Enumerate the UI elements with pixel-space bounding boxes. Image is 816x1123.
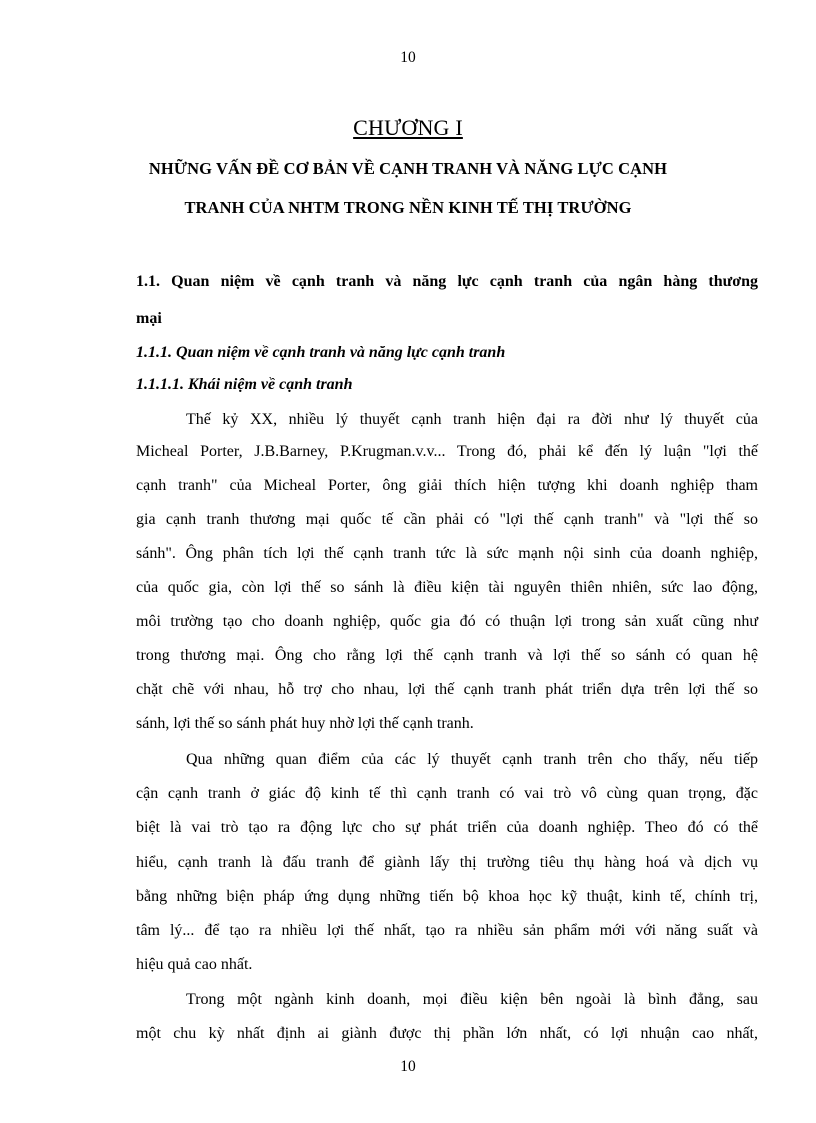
subsection-heading: 1.1.1. Quan niệm về cạnh tranh và năng lực cạnh tranh [136, 344, 506, 361]
section-heading-line-1: 1.1. Quan niệm về cạnh tranh và năng lực cạnh tranh của ngân hàng thương [136, 273, 758, 290]
paragraph-2-line: bằng những biện pháp ứng dụng những tiến bộ khoa học kỹ thuật, kinh tế, chính trị, [136, 888, 758, 905]
paragraph-1-line: Micheal Porter, J.B.Barney, P.Krugman.v.v... Trong đó, phải kể đến lý luận "lợi thế [136, 443, 758, 460]
section-heading-line-2: mại [136, 310, 162, 327]
chapter-title: CHƯƠNG I [353, 115, 463, 140]
paragraph-2-line: cận cạnh tranh ở giác độ kinh tế thì cạnh tranh có vai trò vô cùng quan trọng, đặc [136, 785, 758, 802]
paragraph-2-line: biệt là vai trò tạo ra động lực cho sự phát triển của doanh nghiệp. Theo đó có thể [136, 819, 758, 836]
paragraph-3-line: Trong một ngành kinh doanh, mọi điều kiện bên ngoài là bình đẳng, sau [186, 991, 758, 1008]
paragraph-2-line: Qua những quan điểm của các lý thuyết cạnh tranh trên cho thấy, nếu tiếp [186, 751, 758, 768]
paragraph-2-line: hiệu quả cao nhất. [136, 956, 253, 973]
paragraph-1-line: trong thương mại. Ông cho rằng lợi thế cạnh tranh và lợi thế so sánh có quan hệ [136, 647, 758, 664]
paragraph-1-line: Thế kỷ XX, nhiều lý thuyết cạnh tranh hiện đại ra đời như lý thuyết của [186, 411, 758, 428]
paragraph-1-line: cạnh tranh" của Micheal Porter, ông giải thích hiện tượng khi doanh nghiệp tham [136, 477, 758, 494]
paragraph-1-line: của quốc gia, còn lợi thế so sánh là điều kiện tài nguyên thiên nhiên, sức lao động, [136, 579, 758, 596]
paragraph-1-line: môi trường tạo cho doanh nghiệp, quốc gia đó có thuận lợi trong sản xuất cũng như [136, 613, 758, 630]
paragraph-2-line: hiểu, cạnh tranh là đấu tranh để giành lấy thị trường tiêu thụ hàng hoá và dịch vụ [136, 854, 758, 871]
paragraph-1-line: gia cạnh tranh thương mại quốc tế cần phải có "lợi thế cạnh tranh" và "lợi thế so [136, 511, 758, 528]
paragraph-1-line: sánh, lợi thế so sánh phát huy nhờ lợi thế cạnh tranh. [136, 715, 474, 732]
chapter-subtitle-line-2: TRANH CỦA NHTM TRONG NỀN KINH TẾ THỊ TRƯỜNG [184, 198, 632, 217]
paragraph-2-line: tâm lý... để tạo ra nhiều lợi thế nhất, tạo ra nhiều sản phẩm mới với năng suất và [136, 922, 758, 939]
paragraph-1-line: chặt chẽ với nhau, hỗ trợ cho nhau, lợi thế cạnh tranh phát triển dựa trên lợi thế so [136, 681, 758, 698]
page-number-bottom: 10 [400, 1058, 416, 1075]
chapter-subtitle-line-1: NHỮNG VẤN ĐỀ CƠ BẢN VỀ CẠNH TRANH VÀ NĂNG LỰC CẠNH [148, 159, 668, 178]
paragraph-1-line: sánh". Ông phân tích lợi thế cạnh tranh tức là sức mạnh nội sinh của doanh nghiệp, [136, 545, 758, 562]
subsubsection-heading: 1.1.1.1. Khái niệm về cạnh tranh [136, 376, 353, 393]
paragraph-3-line: một chu kỳ nhất định ai giành được thị phần lớn nhất, có lợi nhuận cao nhất, [136, 1025, 758, 1042]
page-number-top: 10 [400, 49, 416, 66]
